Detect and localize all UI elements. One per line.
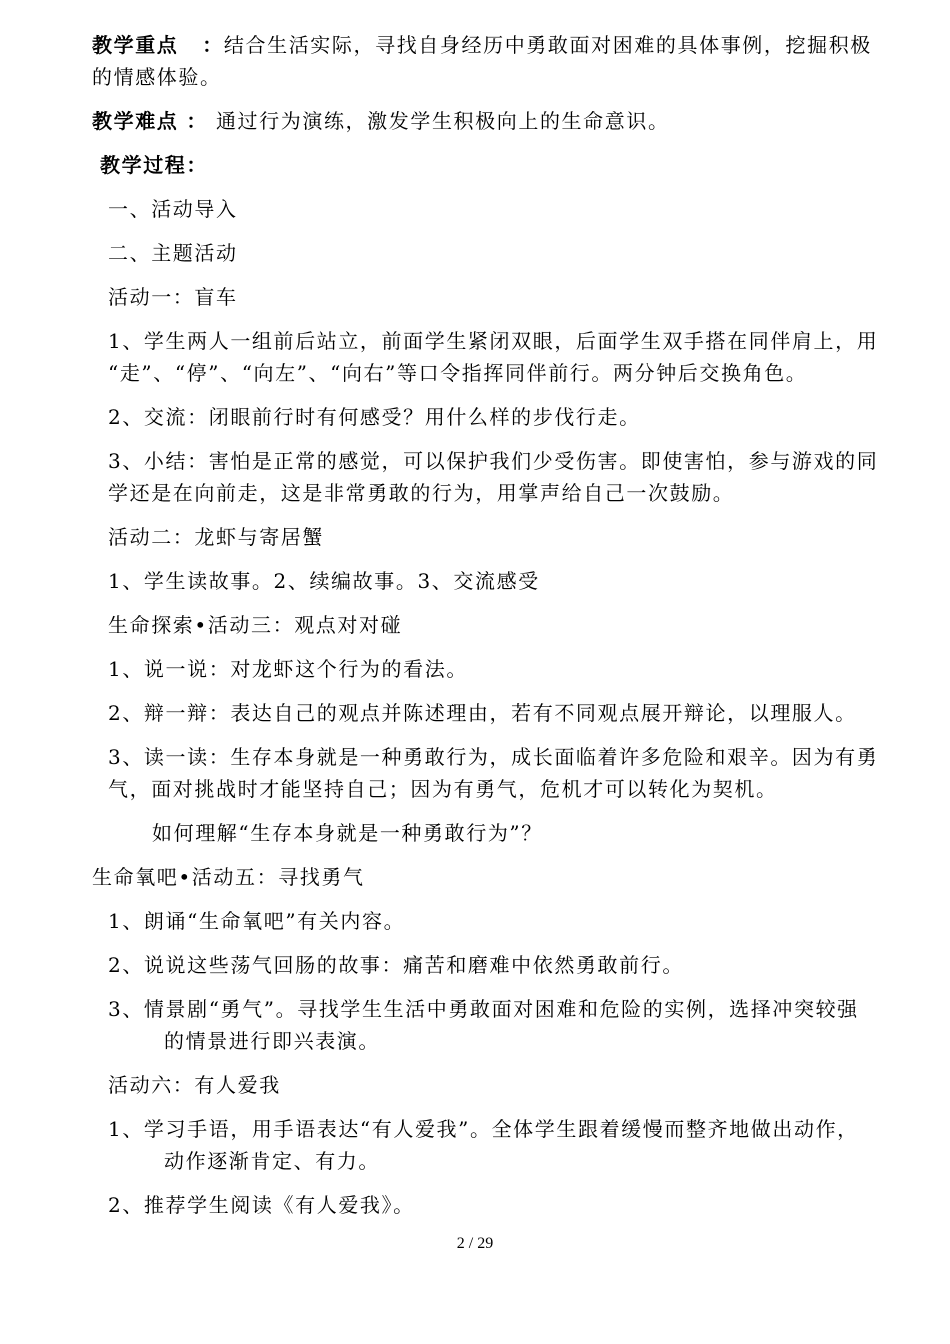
teaching-difficulty (92, 106, 670, 137)
teaching-focus-colon: ： (202, 33, 224, 57)
activity3-question: 如何理解“生存本身就是一种勇敢行为”？ (152, 821, 543, 845)
activity5-item2: 2、说说这些荡气回肠的故事：痛苦和磨难中依然勇敢前行。 (108, 953, 684, 977)
teaching-difficulty-label: 教学难点 (92, 109, 179, 133)
section-intro: 一、活动导入 (108, 197, 238, 221)
activity6-item2: 2、推荐学生阅读《有人爱我》。 (108, 1193, 415, 1217)
activity1-item2: 2、交流：闭眼前行时有何感受？用什么样的步伐行走。 (108, 405, 641, 429)
activity3-item2: 2、辩一辩：表达自己的观点并陈述理由，若有不同观点展开辩论，以理服人。 (108, 701, 857, 725)
activity1-title: 活动一：盲车 (108, 285, 238, 309)
activity1-item1-line2: “走”、“停”、“向左”、“向右”等口令指挥同伴前行。两分钟后交换角色。 (108, 361, 808, 385)
activity6-item1-line2: 动作逐渐肯定、有力。 (164, 1149, 380, 1173)
teaching-focus-text: 结合生活实际，寻找自身经历中勇敢面对困难的具体事例，挖掘积极 (223, 33, 872, 57)
process-heading: 教学过程： (100, 153, 208, 177)
activity2-items: 1、学生读故事。2、续编故事。3、交流感受 (108, 569, 540, 593)
teaching-difficulty-colon: ： (186, 109, 208, 133)
teaching-focus-line1 (92, 30, 872, 61)
activity6-title: 活动六：有人爱我 (108, 1073, 281, 1097)
teaching-focus-label: 教学重点 (92, 33, 179, 57)
activity6-item1-line1: 1、学习手语，用手语表达“有人爱我”。全体学生跟着缓慢而整齐地做出动作， (108, 1117, 859, 1141)
activity1-item3-line2: 学还是在向前走，这是非常勇敢的行为，用掌声给自己一次鼓励。 (108, 481, 735, 505)
activity3-item1: 1、说一说：对龙虾这个行为的看法。 (108, 657, 468, 681)
activity3-item3-line2: 气，面对挑战时才能坚持自己；因为有勇气，危机才可以转化为契机。 (108, 777, 778, 801)
activity5-item3-line2: 的情景进行即兴表演。 (164, 1029, 380, 1053)
activity5-title: 生命氧吧•活动五：寻找勇气 (92, 865, 365, 889)
teaching-difficulty-text: 通过行为演练，激发学生积极向上的生命意识。 (215, 109, 670, 133)
activity5-item1: 1、朗诵“生命氧吧”有关内容。 (108, 909, 406, 933)
activity5-item3-line1: 3、情景剧“勇气”。寻找学生生活中勇敢面对困难和危险的实例，选择冲突较强 (108, 997, 859, 1021)
section-theme: 二、主题活动 (108, 241, 238, 265)
activity1-item3-line1: 3、小结：害怕是正常的感觉，可以保护我们少受伤害。即使害怕，参与游戏的同 (108, 449, 879, 473)
activity2-title: 活动二：龙虾与寄居蟹 (108, 525, 324, 549)
teaching-focus-line2: 的情感体验。 (92, 65, 222, 89)
activity3-item3-line1: 3、读一读：生存本身就是一种勇敢行为，成长面临着许多危险和艰辛。因为有勇 (108, 745, 879, 769)
page-number: 2 / 29 (456, 1235, 494, 1252)
activity1-item1-line1: 1、学生两人一组前后站立，前面学生紧闭双眼，后面学生双手搭在同伴肩上，用 (108, 329, 879, 353)
activity3-title: 生命探索•活动三：观点对对碰 (108, 613, 403, 637)
